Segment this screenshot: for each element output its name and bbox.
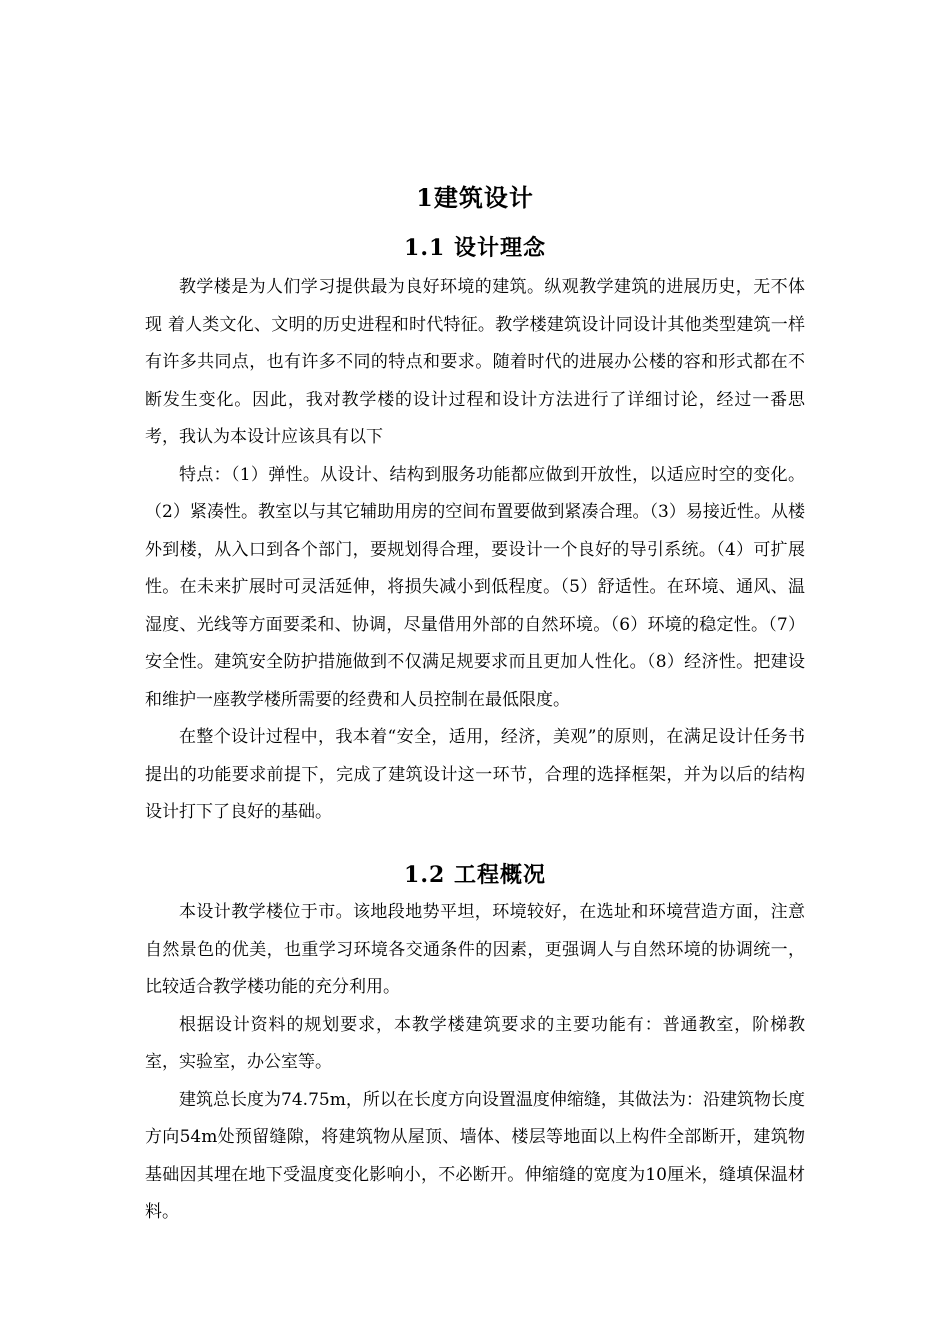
- section-2-title: 1.2 工程概况: [404, 862, 546, 888]
- paragraph: 教学楼是为人们学习提供最为良好环境的建筑。纵观教学建筑的进展历史，无不体现 着人类文化、文明的历史进程和时代特征。教学楼建筑设计同设计其他类型建筑一样有许多共同点，也有许多不同的特点和要求。随着时代的进展办公楼的容和形式都在不断发生变化。因此，我对教学楼的设计过程和设计方法进行了详细讨论，经过一番思考，我认为本设计应该具有以下: [145, 277, 805, 447]
- section-1-title: 1.1 设计理念: [404, 235, 546, 261]
- paragraph: 本设计教学楼位于市。该地段地势平坦，环境较好，在选址和环境营造方面，注意自然景色的优美，也重学习环境各交通条件的因素，更强调人与自然环境的协调统一，比较适合教学楼功能的充分利用。: [145, 902, 805, 997]
- section-1-body: [145, 269, 805, 832]
- paragraph: 根据设计资料的规划要求，本教学楼建筑要求的主要功能有：普通教室，阶梯教室，实验室，办公室等。: [145, 1014, 805, 1072]
- paragraph: 特点：（1）弹性。从设计、结构到服务功能都应做到开放性，以适应时空的变化。（2）紧凑性。教室以与其它辅助用房的空间布置要做到紧凑合理。（3）易接近性。从楼外到楼，从入口到各个部门，要规划得合理，要设计一个良好的导引系统。（4）可扩展性。在未来扩展时可灵活延伸，将损失减小到低程度。（5）舒适性。在环境、通风、温湿度、光线等方面要柔和、协调，尽量借用外部的自然环境。（6）环境的稳定性。（7）安全性。建筑安全防护措施做到不仅满足规要求而且更加人性化。（8）经济性。把建设和维护一座教学楼所需要的经费和人员控制在最低限度。: [145, 464, 805, 710]
- chapter-title: 1建筑设计: [416, 183, 534, 212]
- paragraph: 建筑总长度为74.75m，所以在长度方向设置温度伸缩缝，其做法为：沿建筑物长度方向54m处预留缝隙，将建筑物从屋顶、墙体、楼层等地面以上构件全部断开，建筑物基础因其埋在地下受温度变化影响小，不必断开。伸缩缝的宽度为10厘米，缝填保温材料。: [145, 1089, 805, 1222]
- section-2-body: [145, 894, 805, 1232]
- paragraph: 在整个设计过程中，我本着“安全，适用，经济，美观”的原则，在满足设计任务书提出的功能要求前提下，完成了建筑设计这一环节，合理的选择框架，并为以后的结构设计打下了良好的基础。: [145, 727, 805, 822]
